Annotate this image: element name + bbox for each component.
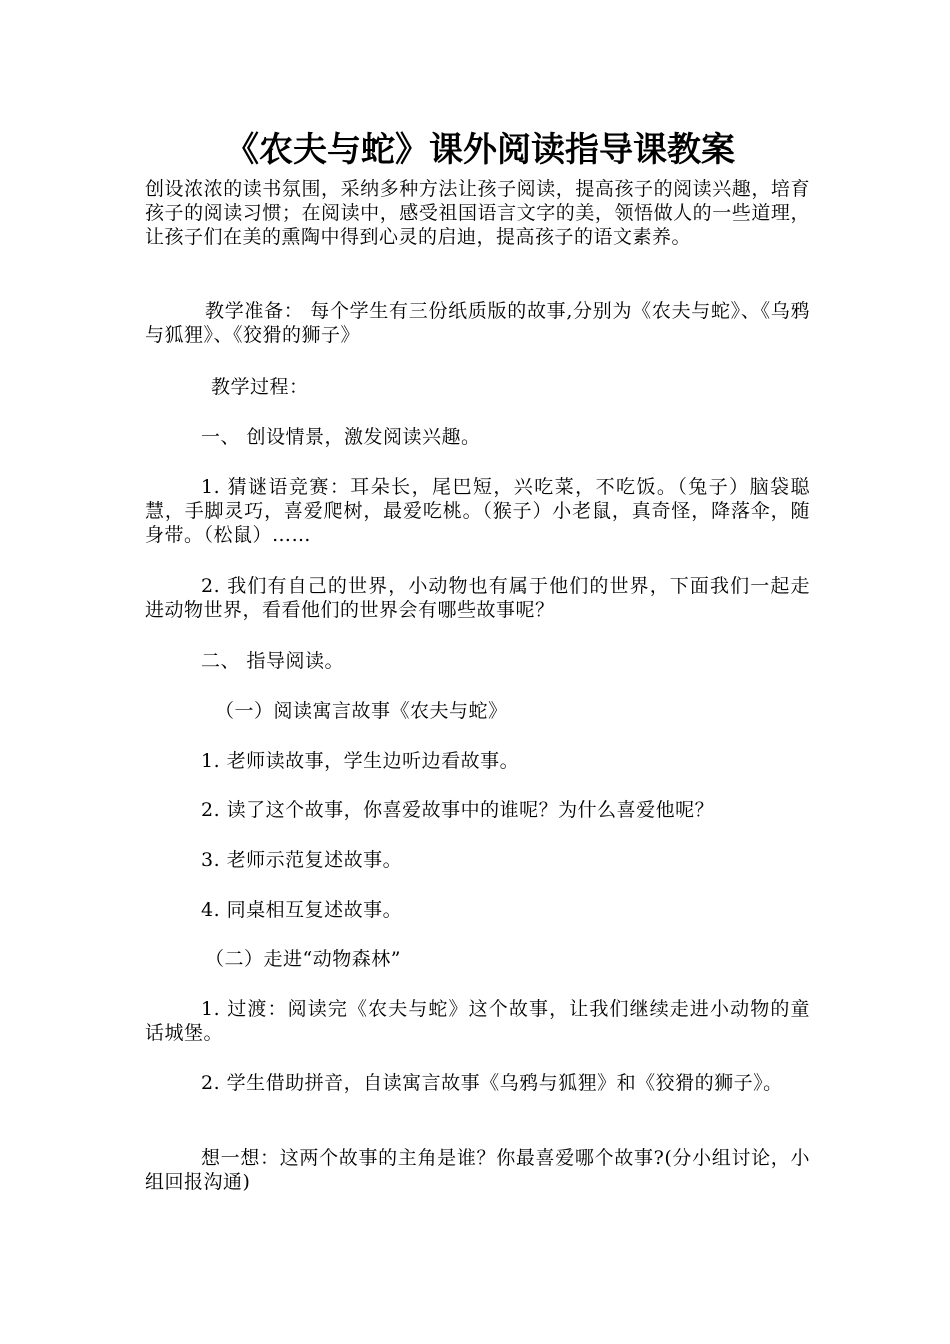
sub2-item1: 1. 过渡：阅读完《农夫与蛇》这个故事，让我们继续走进小动物的童话城堡。 xyxy=(145,998,810,1044)
sub1-item1: 1. 老师读故事，学生边听边看故事。 xyxy=(201,750,520,772)
section1-item2: 2. 我们有自己的世界，小动物也有属于他们的世界，下面我们一起走进动物世界，看看他们的世界会有哪些故事呢？ xyxy=(145,575,810,621)
sub1-heading: （一）阅读寓言故事《农夫与蛇》 xyxy=(215,700,508,722)
section1-heading: 一、 创设情景，激发阅读兴趣。 xyxy=(201,426,481,448)
sub1-item2: 2. 读了这个故事，你喜爱故事中的谁呢？为什么喜爱他呢？ xyxy=(201,799,715,821)
preparation-paragraph: 教学准备： 每个学生有三份纸质版的故事,分别为《农夫与蛇》、《乌鸦与狐狸》、《狡猾的狮子》 xyxy=(145,300,810,346)
think-paragraph: 想一想：这两个故事的主角是谁？你最喜爱哪个故事?(分小组讨论，小组回报沟通) xyxy=(145,1147,810,1193)
sub2-item2: 2. 学生借助拼音，自读寓言故事《乌鸦与狐狸》和《狡猾的狮子》。 xyxy=(201,1072,783,1094)
sub1-item4: 4. 同桌相互复述故事。 xyxy=(201,899,403,921)
sub1-item3: 3. 老师示范复述故事。 xyxy=(201,849,403,871)
section1-item1: 1. 猜谜语竞赛：耳朵长，尾巴短，兴吃菜，不吃饭。（兔子）脑袋聪慧，手脚灵巧，喜爱爬树，最爱吃桃。（猴子）小老鼠，真奇怪，降落伞，随身带。（松鼠）…… xyxy=(145,476,810,546)
section2-heading: 二、 指导阅读。 xyxy=(201,650,345,672)
process-heading: 教学过程： xyxy=(211,376,309,398)
document-title: 《农夫与蛇》课外阅读指导课教案 xyxy=(225,130,735,170)
intro-paragraph: 创设浓浓的读书氛围，采纳多种方法让孩子阅读，提高孩子的阅读兴趣，培育孩子的阅读习惯；在阅读中，感受祖国语言文字的美，领悟做人的一些道理，让孩子们在美的熏陶中得到心灵的启迪，提高孩子的语文素养。 xyxy=(145,178,810,248)
sub2-heading: （二）走进“动物森林” xyxy=(205,948,401,970)
